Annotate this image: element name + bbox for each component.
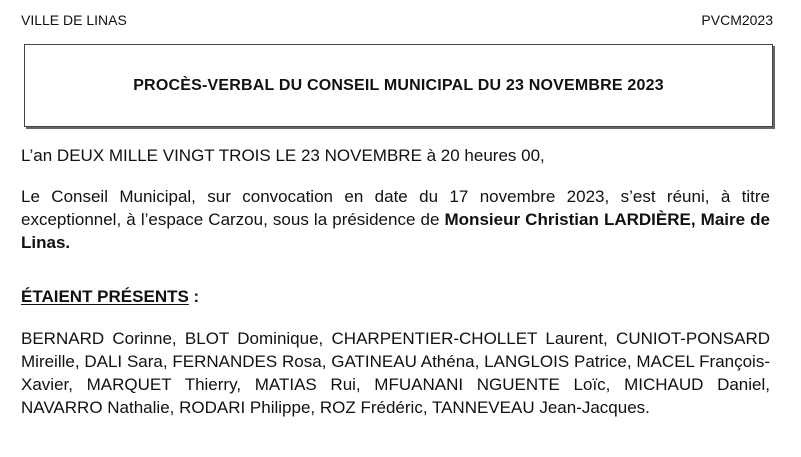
convocation-text: Le Conseil Municipal, sur convocation en date du 17 novembre 2023, s’est réuni, à titre exceptionnel, à l’espace Carzou, sous la présidence de [21,187,770,229]
present-members-list: BERNARD Corinne, BLOT Dominique, CHARPENTIER-CHOLLET Laurent, CUNIOT-PONSARD Mireille, DALI Sara, FERNANDES Rosa, GATINEAU Athéna, LANGLOIS Patrice, MACEL François-Xavier, MARQUET Thierry, MATIAS Rui, MFUANANI NGUENTE Loïc, MICHAUD Daniel, NAVARRO Nathalie, RODARI Philippe, ROZ Frédéric, TANNEVEAU Jean-Jacques. [21,329,770,417]
convocation-paragraph [21,185,770,254]
present-heading-label: ÉTAIENT PRÉSENTS [21,287,189,306]
municipality-name: VILLE DE LINAS [21,12,127,28]
present-heading-suffix: : [188,287,200,306]
president-name: Monsieur Christian LARDIÈRE, Maire de Linas. [21,210,770,252]
title-box [24,44,773,127]
document-title: PROCÈS-VERBAL DU CONSEIL MUNICIPAL DU 23 NOVEMBRE 2023 [133,76,664,94]
date-paragraph: L’an DEUX MILLE VINGT TROIS LE 23 NOVEMBRE à 20 heures 00, [21,146,545,165]
present-heading [21,285,770,308]
document-reference: PVCM2023 [701,12,773,28]
